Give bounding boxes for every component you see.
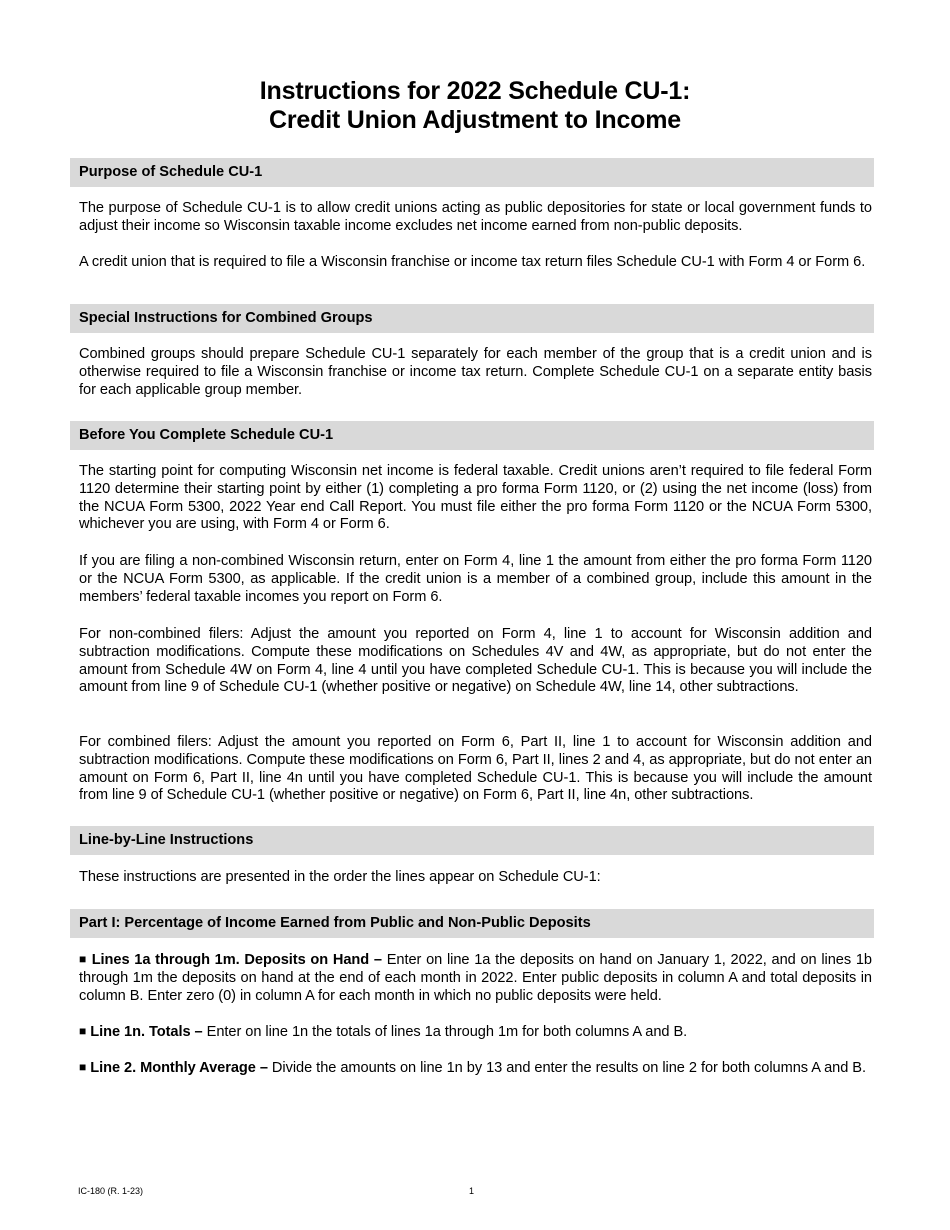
line-item-label: Lines 1a through 1m. Deposits on Hand – — [91, 952, 382, 968]
line-item-text: Divide the amounts on line 1n by 13 and enter the results on line 2 for both columns A and B. — [267, 1060, 866, 1076]
section-heading: Special Instructions for Combined Groups — [79, 310, 373, 326]
line-item-label: Line 2. Monthly Average – — [90, 1060, 268, 1076]
line-item-text: Enter on line 1n the totals of lines 1a through 1m for both columns A and B. — [202, 1024, 688, 1040]
section-header-line-by-line — [70, 826, 874, 855]
before-paragraph-2: If you are filing a non-combined Wisconsin return, enter on Form 4, line 1 the amount from either the pro forma Form 1120 or the NCUA Form 5300, as applicable. If the credit union is a member of a combined group, include this amount in the members’ federal taxable incomes you report on Form 6. — [79, 553, 872, 605]
page-number: 1 — [469, 1186, 475, 1196]
section-header-part-1 — [70, 909, 874, 938]
purpose-paragraph-1: The purpose of Schedule CU-1 is to allow credit unions acting as public depositories for state or local government funds to adjust their income so Wisconsin taxable income excludes net income earned from non-public deposits. — [79, 200, 872, 234]
line-item-1a-1m — [79, 951, 872, 1005]
form-id: IC-180 (R. 1-23) — [78, 1186, 144, 1196]
line-item-label: Line 1n. Totals – — [90, 1024, 203, 1040]
title-line-2: Credit Union Adjustment to Income — [269, 106, 681, 134]
bullet-icon: ■ — [79, 1024, 87, 1038]
section-heading: Purpose of Schedule CU-1 — [79, 164, 263, 180]
section-heading: Before You Complete Schedule CU-1 — [79, 427, 334, 443]
section-header-combined-groups — [70, 304, 874, 333]
bullet-icon: ■ — [79, 1060, 87, 1074]
bullet-icon: ■ — [79, 952, 87, 966]
section-header-before-you-complete — [70, 421, 874, 450]
before-paragraph-3: For non-combined filers: Adjust the amount you reported on Form 4, line 1 to account for Wisconsin addition and subtraction modifications. Compute these modifications on Schedules 4V and 4W, as appropriate, but do not enter the amount from Schedule 4W on Form 4, line 4 until you have completed Schedule CU-1. This is because you will include the amount from line 9 of Schedule CU-1 (whether positive or negative) on Schedule 4W, line 14, other subtractions. — [79, 626, 872, 696]
section-header-purpose — [70, 158, 874, 187]
before-paragraph-1: The starting point for computing Wisconsin net income is federal taxable. Credit unions aren’t required to file federal Form 1120 determine their starting point by either (1) completing a pro forma Form 1120, or (2) using the net income (loss) from the NCUA Form 5300, 2022 Year end Call Report. You must file either the pro forma Form 1120 or the NCUA Form 5300, whichever you are using, with Form 4 or Form 6. — [79, 463, 872, 533]
purpose-paragraph-2: A credit union that is required to file a Wisconsin franchise or income tax return files Schedule CU-1 with Form 4 or Form 6. — [79, 254, 866, 270]
section-heading: Part I: Percentage of Income Earned from Public and Non-Public Deposits — [79, 915, 591, 931]
line-by-line-paragraph-1: These instructions are presented in the order the lines appear on Schedule CU-1: — [79, 869, 601, 885]
line-item-text: Enter on line 1a the deposits on hand on January 1, 2022, and on lines 1b through 1m the deposits on hand at the end of each month in 2022. Enter public deposits in column A and total deposits in column B. Enter zero (0) in column A for each month in which no public deposits were held. — [79, 952, 872, 1004]
before-paragraph-4: For combined filers: Adjust the amount you reported on Form 6, Part II, line 1 to account for Wisconsin addition and subtraction modifications. Compute these modifications on Form 6, Part II, lines 2 and 4, as appropriate, but do not enter an amount on Form 6, Part II, line 4n until you have completed Schedule CU-1. This is because you will include the amount from line 9 of Schedule CU-1 (whether positive or negative) on Form 6, Part II, line 4n, other subtractions. — [79, 734, 872, 804]
line-item-1n — [79, 1023, 872, 1042]
section-heading: Line-by-Line Instructions — [79, 832, 254, 848]
title-line-1: Instructions for 2022 Schedule CU-1: — [259, 77, 691, 105]
page-title — [0, 77, 950, 135]
combined-groups-paragraph-1: Combined groups should prepare Schedule CU-1 separately for each member of the group that is a credit union and is otherwise required to file a Wisconsin franchise or income tax return. Complete Schedule CU-1 on a separate entity basis for each applicable group member. — [79, 346, 872, 398]
line-item-2 — [79, 1059, 872, 1078]
